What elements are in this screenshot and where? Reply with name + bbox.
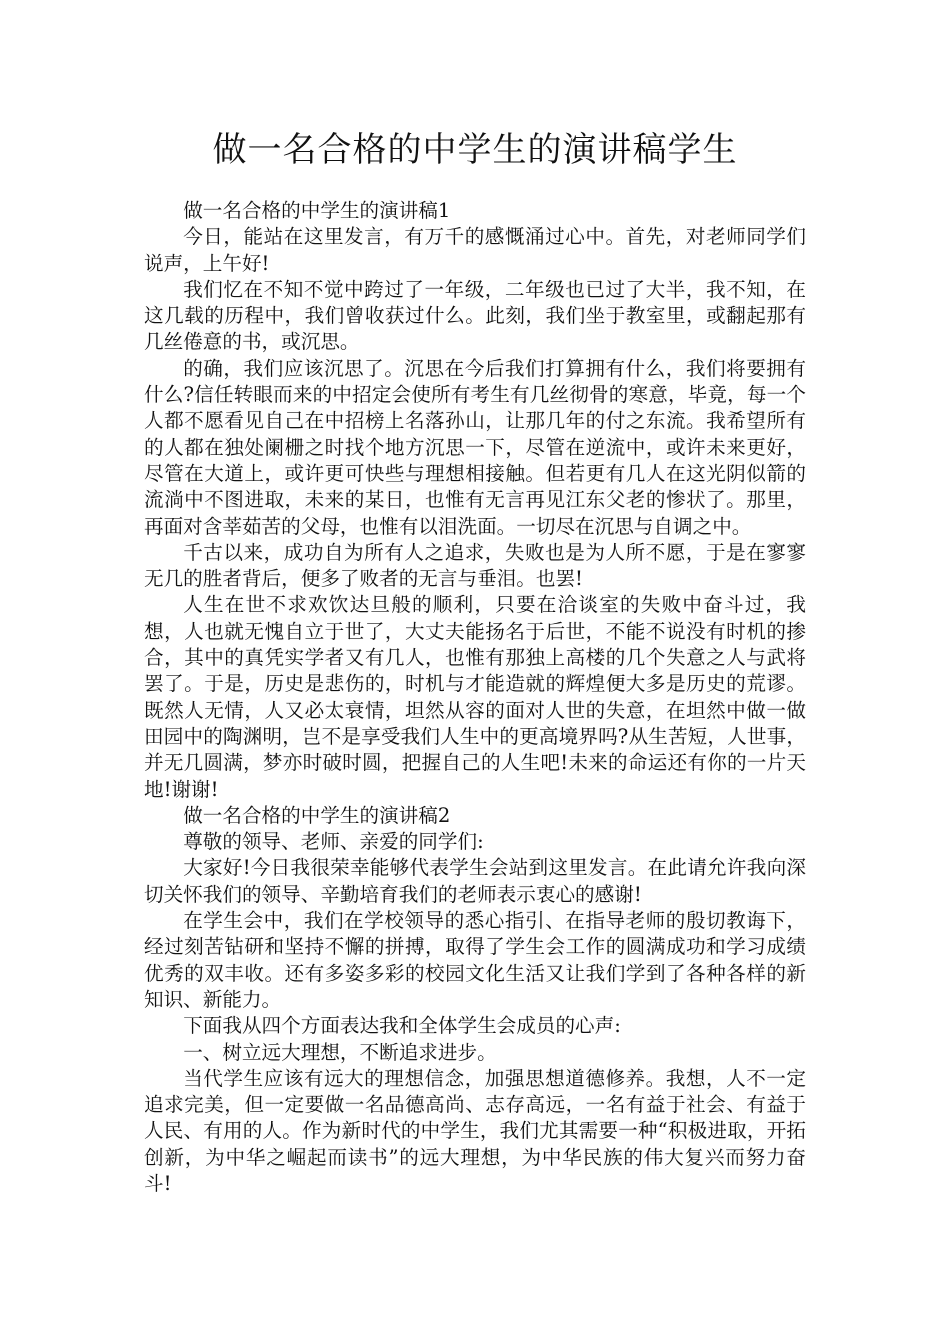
paragraph: 当代学生应该有远大的理想信念，加强思想道德修养。我想，人不一定追求完美，但一定要做一名品德高尚、志存高远，一名有益于社会、有益于人民、有用的人。作为新时代的中学生，我们尤其需要一种“积极进取，开拓创新，为中华之崛起而读书”的远大理想，为中华民族的伟大复兴而努力奋斗! bbox=[144, 1066, 806, 1195]
section-heading: 一、树立远大理想，不断追求进步。 bbox=[183, 1040, 497, 1064]
paragraph: 千古以来，成功自为所有人之追求，失败也是为人所不愿，于是在寥寥无几的胜者背后，便多了败者的无言与垂泪。也罢! bbox=[144, 540, 806, 591]
speech-heading-1: 做一名合格的中学生的演讲稿1 bbox=[183, 199, 451, 222]
paragraph: 人生在世不求欢饮达旦般的顺利，只要在洽谈室的失败中奋斗过，我想，人也就无愧自立于世了，大丈夫能扬名于后世，不能不说没有时机的掺合，其中的真凭实学者又有几人，也惟有那独上高楼的几个失意之人与武将罢了。于是，历史是悲伤的，时机与才能造就的辉煌便大多是历史的荒谬。既然人无情，人又必太衰情，坦然从容的面对人世的失意，在坦然中做一做田园中的陶渊明，岂不是享受我们人生中的更高境界吗?从生苦短，人世事，并无几圆满，梦亦时破时圆，把握自己的人生吧!未来的命运还有你的一片天地!谢谢! bbox=[144, 593, 806, 801]
paragraph: 的确，我们应该沉思了。沉思在今后我们打算拥有什么，我们将要拥有什么?信任转眼而来的中招定会使所有考生有几丝彻骨的寒意，毕竟，每一个人都不愿看见自己在中招榜上名落孙山，让那几年的付之东流。我希望所有的人都在独处阑栅之时找个地方沉思一下，尽管在逆流中，或许未来更好，尽管在大道上，或许更可快些与理想相接触。但若更有几人在这光阴似箭的流淌中不图进取，未来的某日，也惟有无言再见江东父老的惨状了。那里，再面对含莘茹苦的父母，也惟有以泪洗面。一切尽在沉思与自调之中。 bbox=[144, 356, 806, 538]
document-body bbox=[144, 198, 806, 1197]
speech-heading-2: 做一名合格的中学生的演讲稿2 bbox=[183, 803, 451, 827]
paragraph: 在学生会中，我们在学校领导的悉心指引、在指导老师的殷切教诲下，经过刻苦钻研和坚持不懈的拼搏，取得了学生会工作的圆满成功和学习成绩优秀的双丰收。还有多姿多彩的校园文化生活又让我们学到了各种各样的新知识、新能力。 bbox=[144, 909, 806, 1011]
paragraph: 大家好!今日我很荣幸能够代表学生会站到这里发言。在此请允许我向深切关怀我们的领导、辛勤培育我们的老师表示衷心的感谢! bbox=[144, 856, 806, 906]
paragraph: 今日，能站在这里发言，有万千的感慨涌过心中。首先，对老师同学们说声，上午好! bbox=[144, 225, 806, 275]
paragraph: 我们忆在不知不觉中跨过了一年级，二年级也已过了大半，我不知，在这几载的历程中，我们曾收获过什么。此刻，我们坐于教室里，或翻起那有几丝倦意的书，或沉思。 bbox=[144, 277, 806, 354]
salutation: 尊敬的领导、老师、亲爱的同学们: bbox=[183, 830, 484, 854]
paragraph: 下面我从四个方面表达我和全体学生会成员的心声: bbox=[183, 1014, 621, 1038]
document-title: 做一名合格的中学生的演讲稿学生 bbox=[212, 130, 738, 170]
